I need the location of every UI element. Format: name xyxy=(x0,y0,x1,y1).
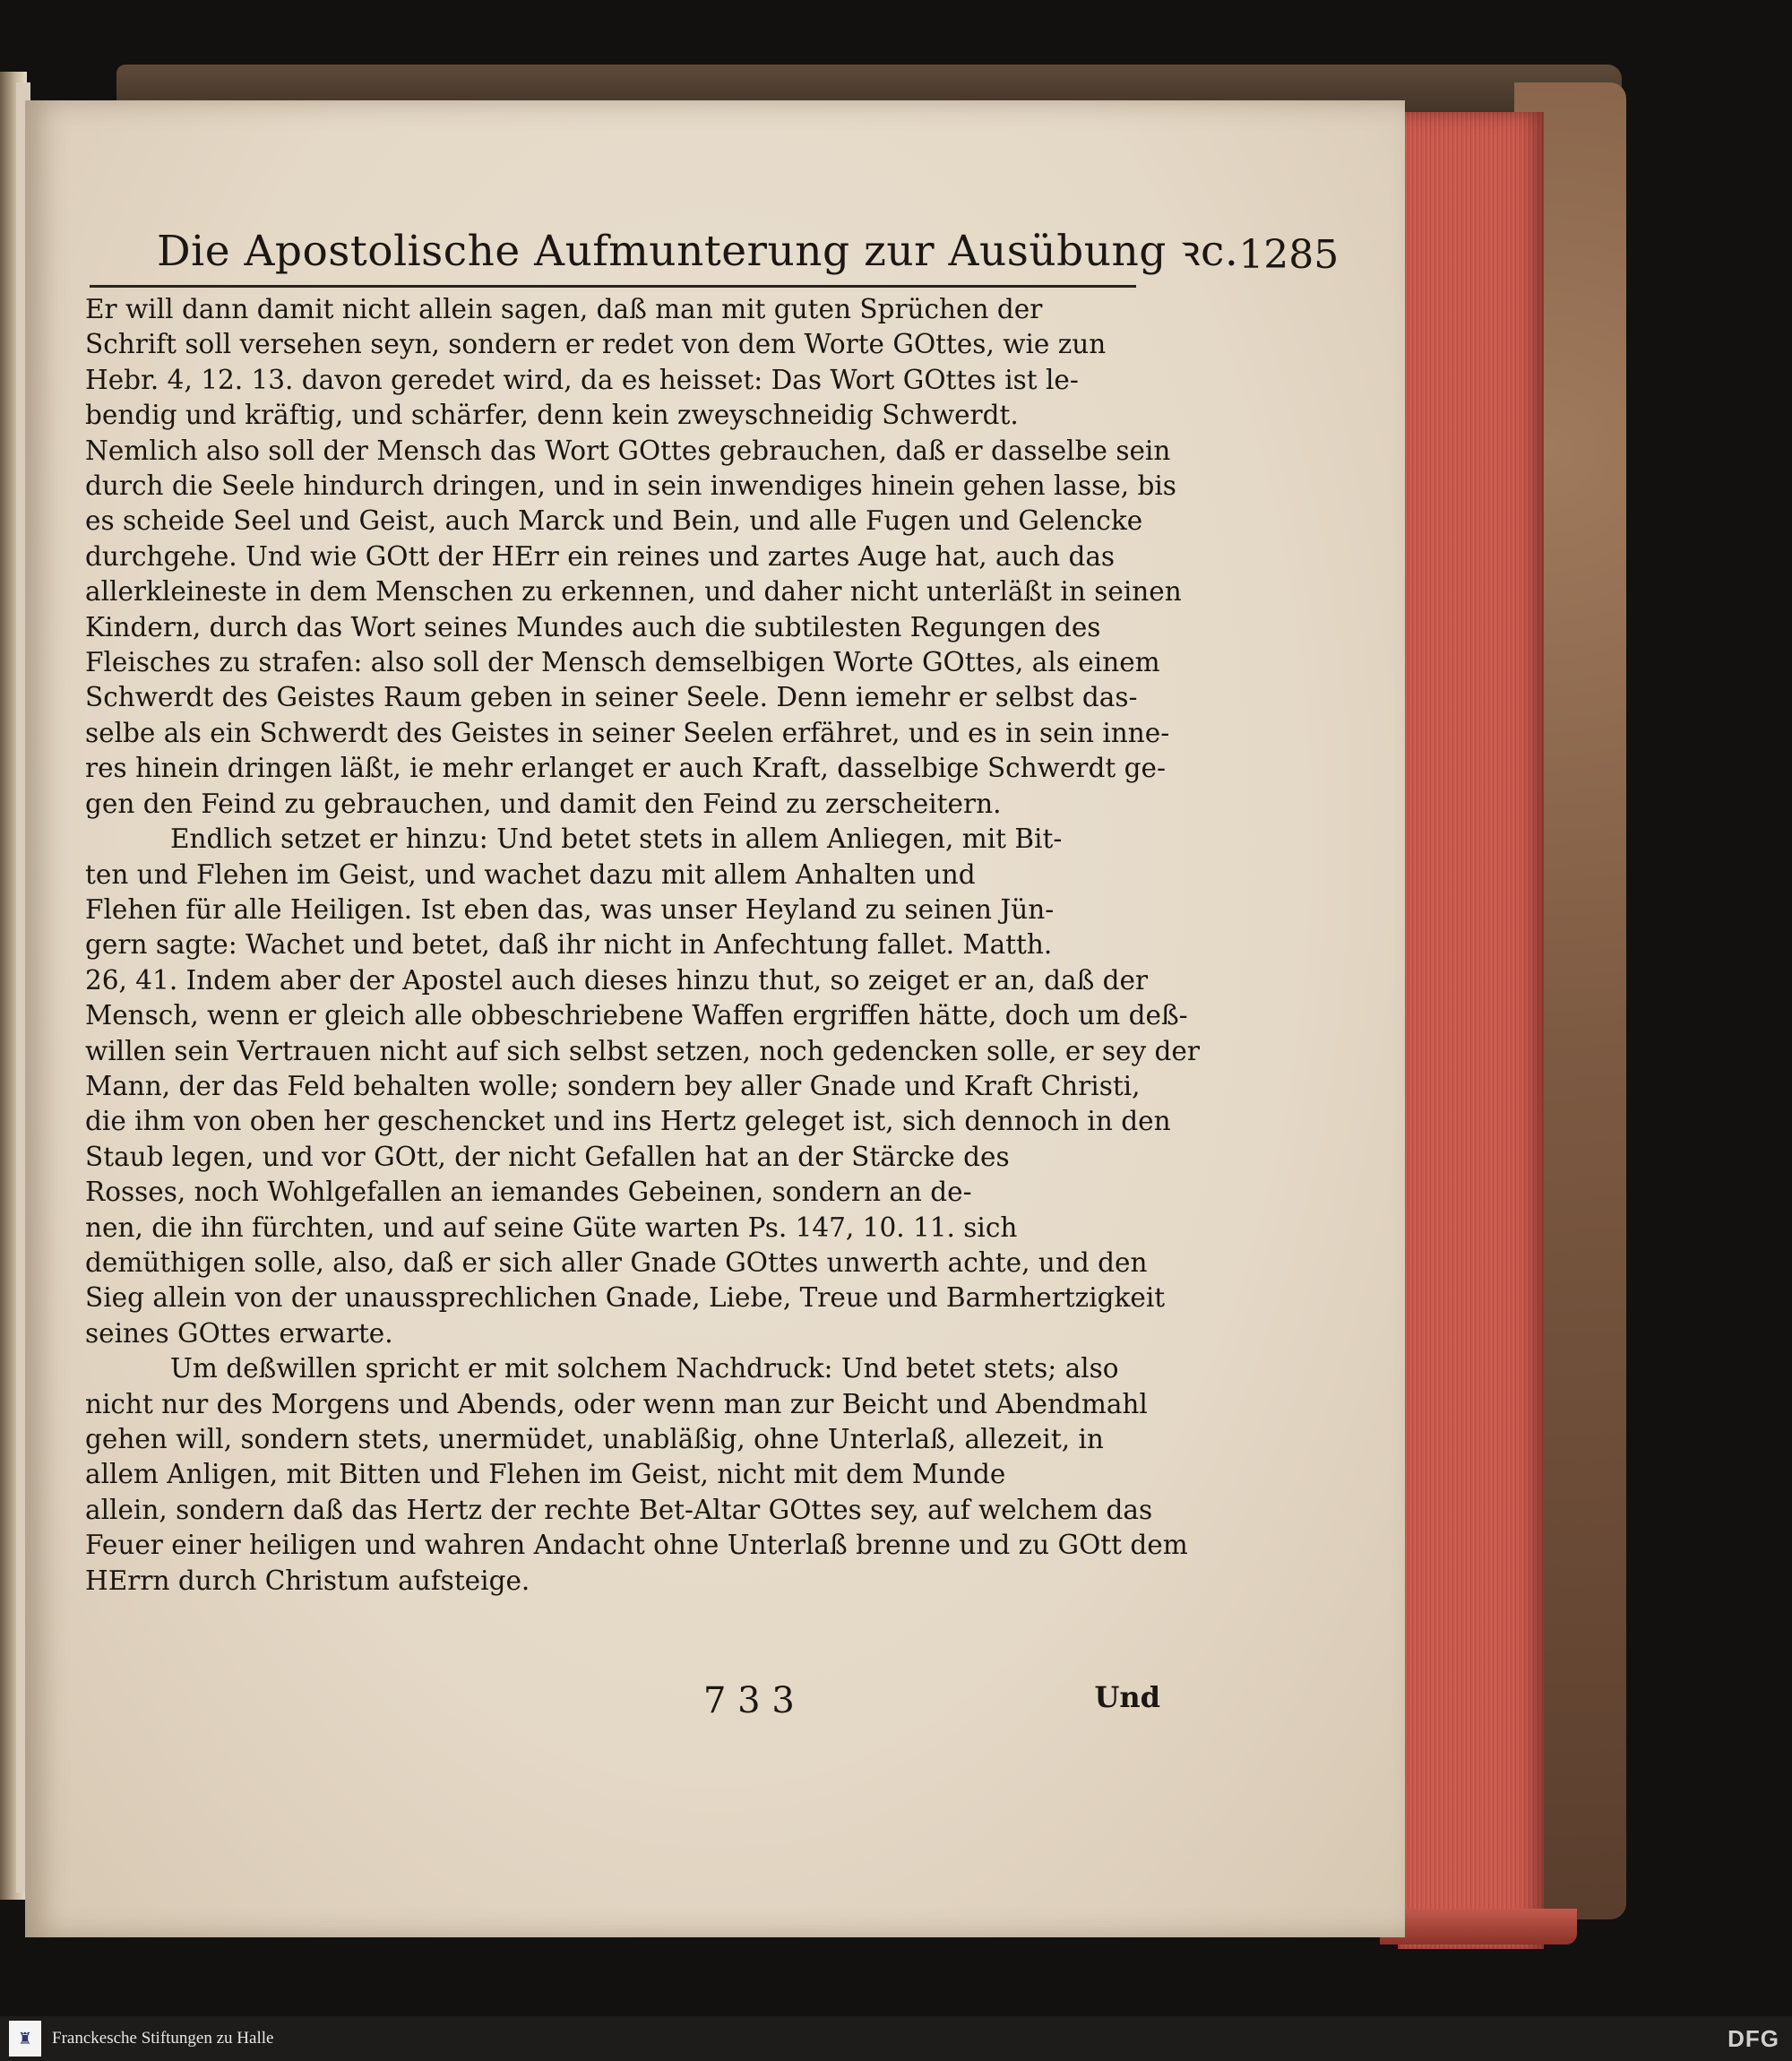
text-line: allerkleineste in dem Menschen zu erkennen, und daher nicht unterläßt in seinen xyxy=(85,576,1182,608)
paragraph xyxy=(85,1351,1188,1599)
text-line: bendig und kräftig, und schärfer, denn kein zweyschneidig Schwerdt. xyxy=(85,400,1019,431)
text-line: Hebr. 4, 12. 13. davon geredet wird, da es heisset: Das Wort GOttes ist le- xyxy=(85,364,1079,395)
text-line: Sieg allein von der unaussprechlichen Gnade, Liebe, Treue und Barmhertzigkeit xyxy=(85,1282,1166,1314)
text-line: Fleisches zu strafen: also soll der Mensch demselbigen Worte GOttes, als einem xyxy=(85,647,1160,678)
header-rule xyxy=(90,285,1136,288)
text-line: Schrift soll versehen seyn, sondern er redet von dem Worte GOttes, wie zun xyxy=(85,329,1107,360)
signature-mark: 7 3 3 xyxy=(703,1680,795,1721)
paragraph xyxy=(85,292,1182,822)
catchword: Und xyxy=(1094,1680,1160,1714)
institution-logo-icon xyxy=(9,2021,41,2057)
text-line: willen sein Vertrauen nicht auf sich selbst setzen, noch gedencken solle, er sey der xyxy=(85,1035,1200,1066)
text-line: ten und Flehen im Geist, und wachet dazu mit allem Anhalten und xyxy=(85,858,976,890)
text-line: Endlich setzet er hinzu: Und betet stets in allem Anliegen, mit Bit- xyxy=(170,824,1063,855)
text-line: Nemlich also soll der Mensch das Wort GOttes gebrauchen, daß er dasselbe sein xyxy=(85,435,1171,466)
page-header xyxy=(157,215,1340,278)
text-line: allem Anligen, mit Bitten und Flehen im Geist, nicht mit dem Munde xyxy=(85,1459,1006,1490)
page-footer xyxy=(85,1680,1160,1725)
text-line: nen, die ihn fürchten, und auf seine Güte warten Ps. 147, 10. 11. sich xyxy=(85,1212,1018,1243)
paragraph xyxy=(85,822,1200,1351)
text-line: selbe als ein Schwerdt des Geistes in seiner Seelen erfähret, und es in sein inne- xyxy=(85,717,1170,748)
text-line: demüthigen solle, also, daß er sich aller Gnade GOttes unwerth achte, und den xyxy=(85,1246,1148,1278)
text-line: durchgehe. Und wie GOtt der HErr ein reines und zartes Auge hat, auch das xyxy=(85,540,1116,572)
institution-name[interactable]: Franckesche Stiftungen zu Halle xyxy=(52,2029,274,2048)
text-line: Schwerdt des Geistes Raum geben in seiner Seele. Denn iemehr er selbst das- xyxy=(85,682,1138,713)
institution-logo-glyph: ♜ xyxy=(17,2029,33,2048)
text-line: gern sagte: Wachet und betet, daß ihr nicht in Anfechtung fallet. Matth. xyxy=(85,929,1053,961)
text-line: seines GOttes erwarte. xyxy=(85,1317,393,1349)
page-edges-bottom xyxy=(1380,1909,1577,1945)
page-edges-red xyxy=(1398,112,1544,1949)
text-line: 26, 41. Indem aber der Apostel auch dieses hinzu thut, so zeiget er an, daß der xyxy=(85,964,1149,996)
text-line: Rosses, noch Wohlgefallen an iemandes Gebeinen, sondern an de- xyxy=(85,1177,972,1208)
text-line: gen den Feind zu gebrauchen, und damit den Feind zu zerscheitern. xyxy=(85,788,1002,819)
text-line: Mann, der das Feld behalten wolle; sondern bey aller Gnade und Kraft Christi, xyxy=(85,1070,1141,1101)
viewer-footer-bar xyxy=(0,2016,1792,2061)
dfg-logo: DFG xyxy=(1727,2024,1779,2052)
text-line: Staub legen, und vor GOtt, der nicht Gefallen hat an der Stärcke des xyxy=(85,1141,1010,1172)
text-line: es scheide Seel und Geist, auch Marck und Bein, und alle Fugen und Gelencke xyxy=(85,505,1143,537)
text-line: durch die Seele hindurch dringen, und in sein inwendiges hinein gehen lasse, bis xyxy=(85,470,1176,502)
page-number: 1285 xyxy=(1238,232,1340,278)
text-line: Flehen für alle Heiligen. Ist eben das, was unser Heyland zu seinen Jün- xyxy=(85,893,1055,925)
text-line: Feuer einer heiligen und wahren Andacht ohne Unterlaß brenne und zu GOtt dem xyxy=(85,1530,1188,1561)
text-line: allein, sondern daß das Hertz der rechte Bet-Altar GOttes sey, auf welchem das xyxy=(85,1494,1153,1525)
text-line: Kindern, durch das Wort seines Mundes auch die subtilesten Regungen des xyxy=(85,611,1101,642)
text-line: HErrn durch Christum aufsteige. xyxy=(85,1565,530,1596)
text-line: nicht nur des Morgens und Abends, oder wenn man zur Beicht und Abendmahl xyxy=(85,1388,1148,1419)
body-text xyxy=(85,292,1200,1599)
text-line: Mensch, wenn er gleich alle obbeschriebene Waffen ergriffen hätte, doch um deß- xyxy=(85,1000,1188,1031)
text-line: gehen will, sondern stets, unermüdet, unabläßig, ohne Unterlaß, allezeit, in xyxy=(85,1424,1104,1454)
text-line: Um deßwillen spricht er mit solchem Nachdruck: Und betet stets; also xyxy=(170,1353,1119,1384)
text-line: die ihm von oben her geschencket und ins Hertz geleget ist, sich dennoch in den xyxy=(85,1106,1171,1137)
running-title: Die Apostolische Aufmunterung zur Ausübung ꝛc. xyxy=(157,227,1239,276)
text-line: Er will dann damit nicht allein sagen, daß man mit guten Sprüchen der xyxy=(85,294,1043,324)
text-line: res hinein dringen läßt, ie mehr erlanget er auch Kraft, dasselbige Schwerdt ge- xyxy=(85,753,1166,784)
